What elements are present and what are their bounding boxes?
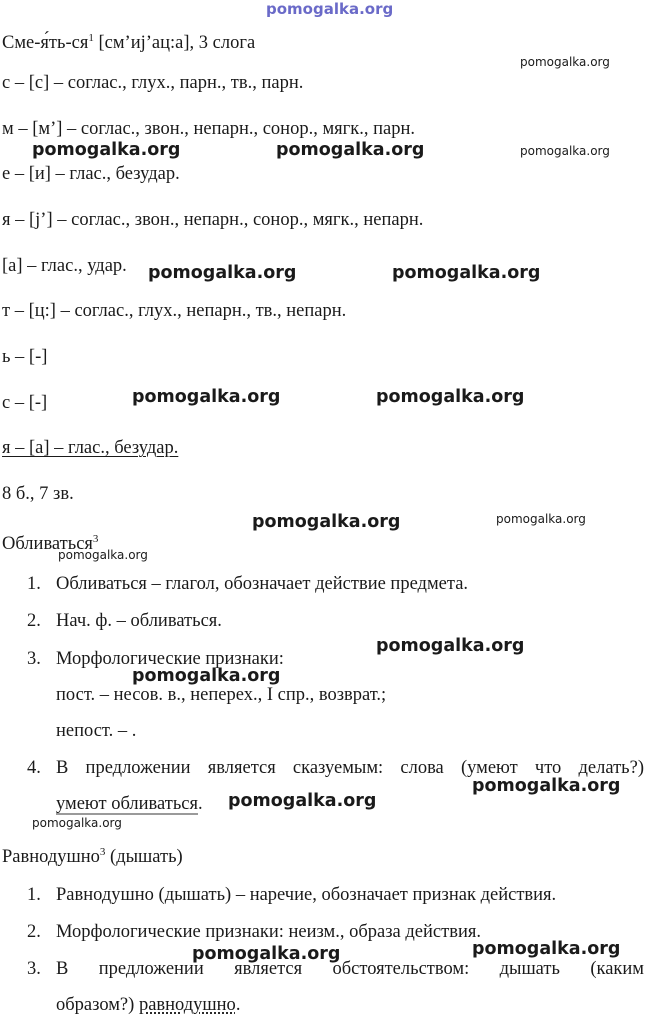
watermark: pomogalka.org	[376, 636, 525, 656]
watermark: pomogalka.org	[132, 666, 281, 686]
watermark: pomogalka.org	[58, 548, 148, 562]
morph-title-word: Равнодушно	[2, 847, 100, 867]
list-number: 1.	[27, 574, 41, 594]
list-item-cont	[56, 793, 203, 815]
head-transcription: [см’иj’ац:а], 3 слога	[93, 33, 256, 53]
watermark: pomogalka.org	[192, 944, 341, 964]
predicate-underlined: умеют обливаться	[56, 794, 199, 814]
list-number: 4.	[27, 758, 41, 778]
morph-title-sup: 3	[92, 533, 99, 545]
phonetic-heading	[2, 27, 255, 54]
sound-row: с – [с] – соглас., глух., парн., тв., парн.	[2, 73, 304, 93]
morph-title-rest: (дышать)	[105, 847, 183, 867]
list-item: Морфологические признаки:	[56, 649, 284, 669]
list-number: 3.	[27, 959, 41, 979]
sound-row: т – [ц:] – соглас., глух., непарн., тв., непарн.	[2, 301, 347, 321]
list-number: 3.	[27, 649, 41, 669]
watermark: pomogalka.org	[520, 144, 610, 158]
watermark: pomogalka.org	[472, 776, 621, 796]
head-word: Сме-я́ть-ся	[2, 33, 89, 53]
list-item: Обливаться – глагол, обозначает действие предмета.	[56, 574, 469, 594]
sound-row: я – [j’] – соглас., звон., непарн., сонор., мягк., непарн.	[2, 210, 424, 230]
watermark-top: pomogalka.org	[266, 0, 394, 18]
list-item: В предложении является обстоятельством: дышать (каким	[56, 959, 644, 979]
period: .	[198, 794, 203, 814]
sound-row: м – [м’] – соглас., звон., непарн., сонор., мягк., парн.	[2, 119, 416, 139]
head-sup: 1	[88, 32, 94, 44]
morph-title-sup: 3	[99, 846, 106, 858]
sound-row: ь – [-]	[2, 347, 48, 367]
watermark: pomogalka.org	[228, 791, 377, 811]
sound-row: е – [и] – глас., безудар.	[2, 164, 180, 184]
period: .	[235, 995, 241, 1015]
watermark: pomogalka.org	[32, 816, 122, 830]
morph-title-2	[2, 841, 183, 868]
watermark: pomogalka.org	[252, 512, 401, 532]
watermark: pomogalka.org	[132, 387, 281, 407]
watermark: pomogalka.org	[520, 55, 610, 69]
watermark: pomogalka.org	[148, 263, 297, 283]
list-item: Равнодушно (дышать) – наречие, обозначает признак действия.	[56, 885, 557, 905]
list-item-cont	[56, 994, 240, 1016]
watermark: pomogalka.org	[392, 263, 541, 283]
watermark: pomogalka.org	[276, 140, 425, 160]
sound-row: с – [-]	[2, 393, 48, 413]
list-number: 2.	[27, 611, 41, 631]
letters-sounds-summary: 8 б., 7 зв.	[2, 484, 74, 504]
sound-row: я – [а] – глас., безудар.	[2, 438, 179, 458]
list-item-cont: пост. – несов. в., неперех., I спр., возврат.;	[56, 685, 387, 705]
list-item: В предложении является сказуемым: слова (умеют что делать?)	[56, 758, 644, 778]
list-number: 2.	[27, 922, 41, 942]
list-item-cont: непост. – .	[56, 721, 137, 741]
watermark: pomogalka.org	[496, 512, 586, 526]
watermark: pomogalka.org	[472, 939, 621, 959]
list-item: Нач. ф. – обливаться.	[56, 611, 222, 631]
watermark: pomogalka.org	[32, 140, 181, 160]
list-number: 1.	[27, 885, 41, 905]
sound-row: [а] – глас., удар.	[2, 256, 127, 276]
list-item: Морфологические признаки: неизм., образа действия.	[56, 922, 481, 942]
adverbial-underlined: равнодушно	[138, 995, 236, 1015]
watermark: pomogalka.org	[376, 387, 525, 407]
morph-title-word: Обливаться	[2, 534, 93, 554]
text-part: образом?)	[56, 995, 139, 1015]
